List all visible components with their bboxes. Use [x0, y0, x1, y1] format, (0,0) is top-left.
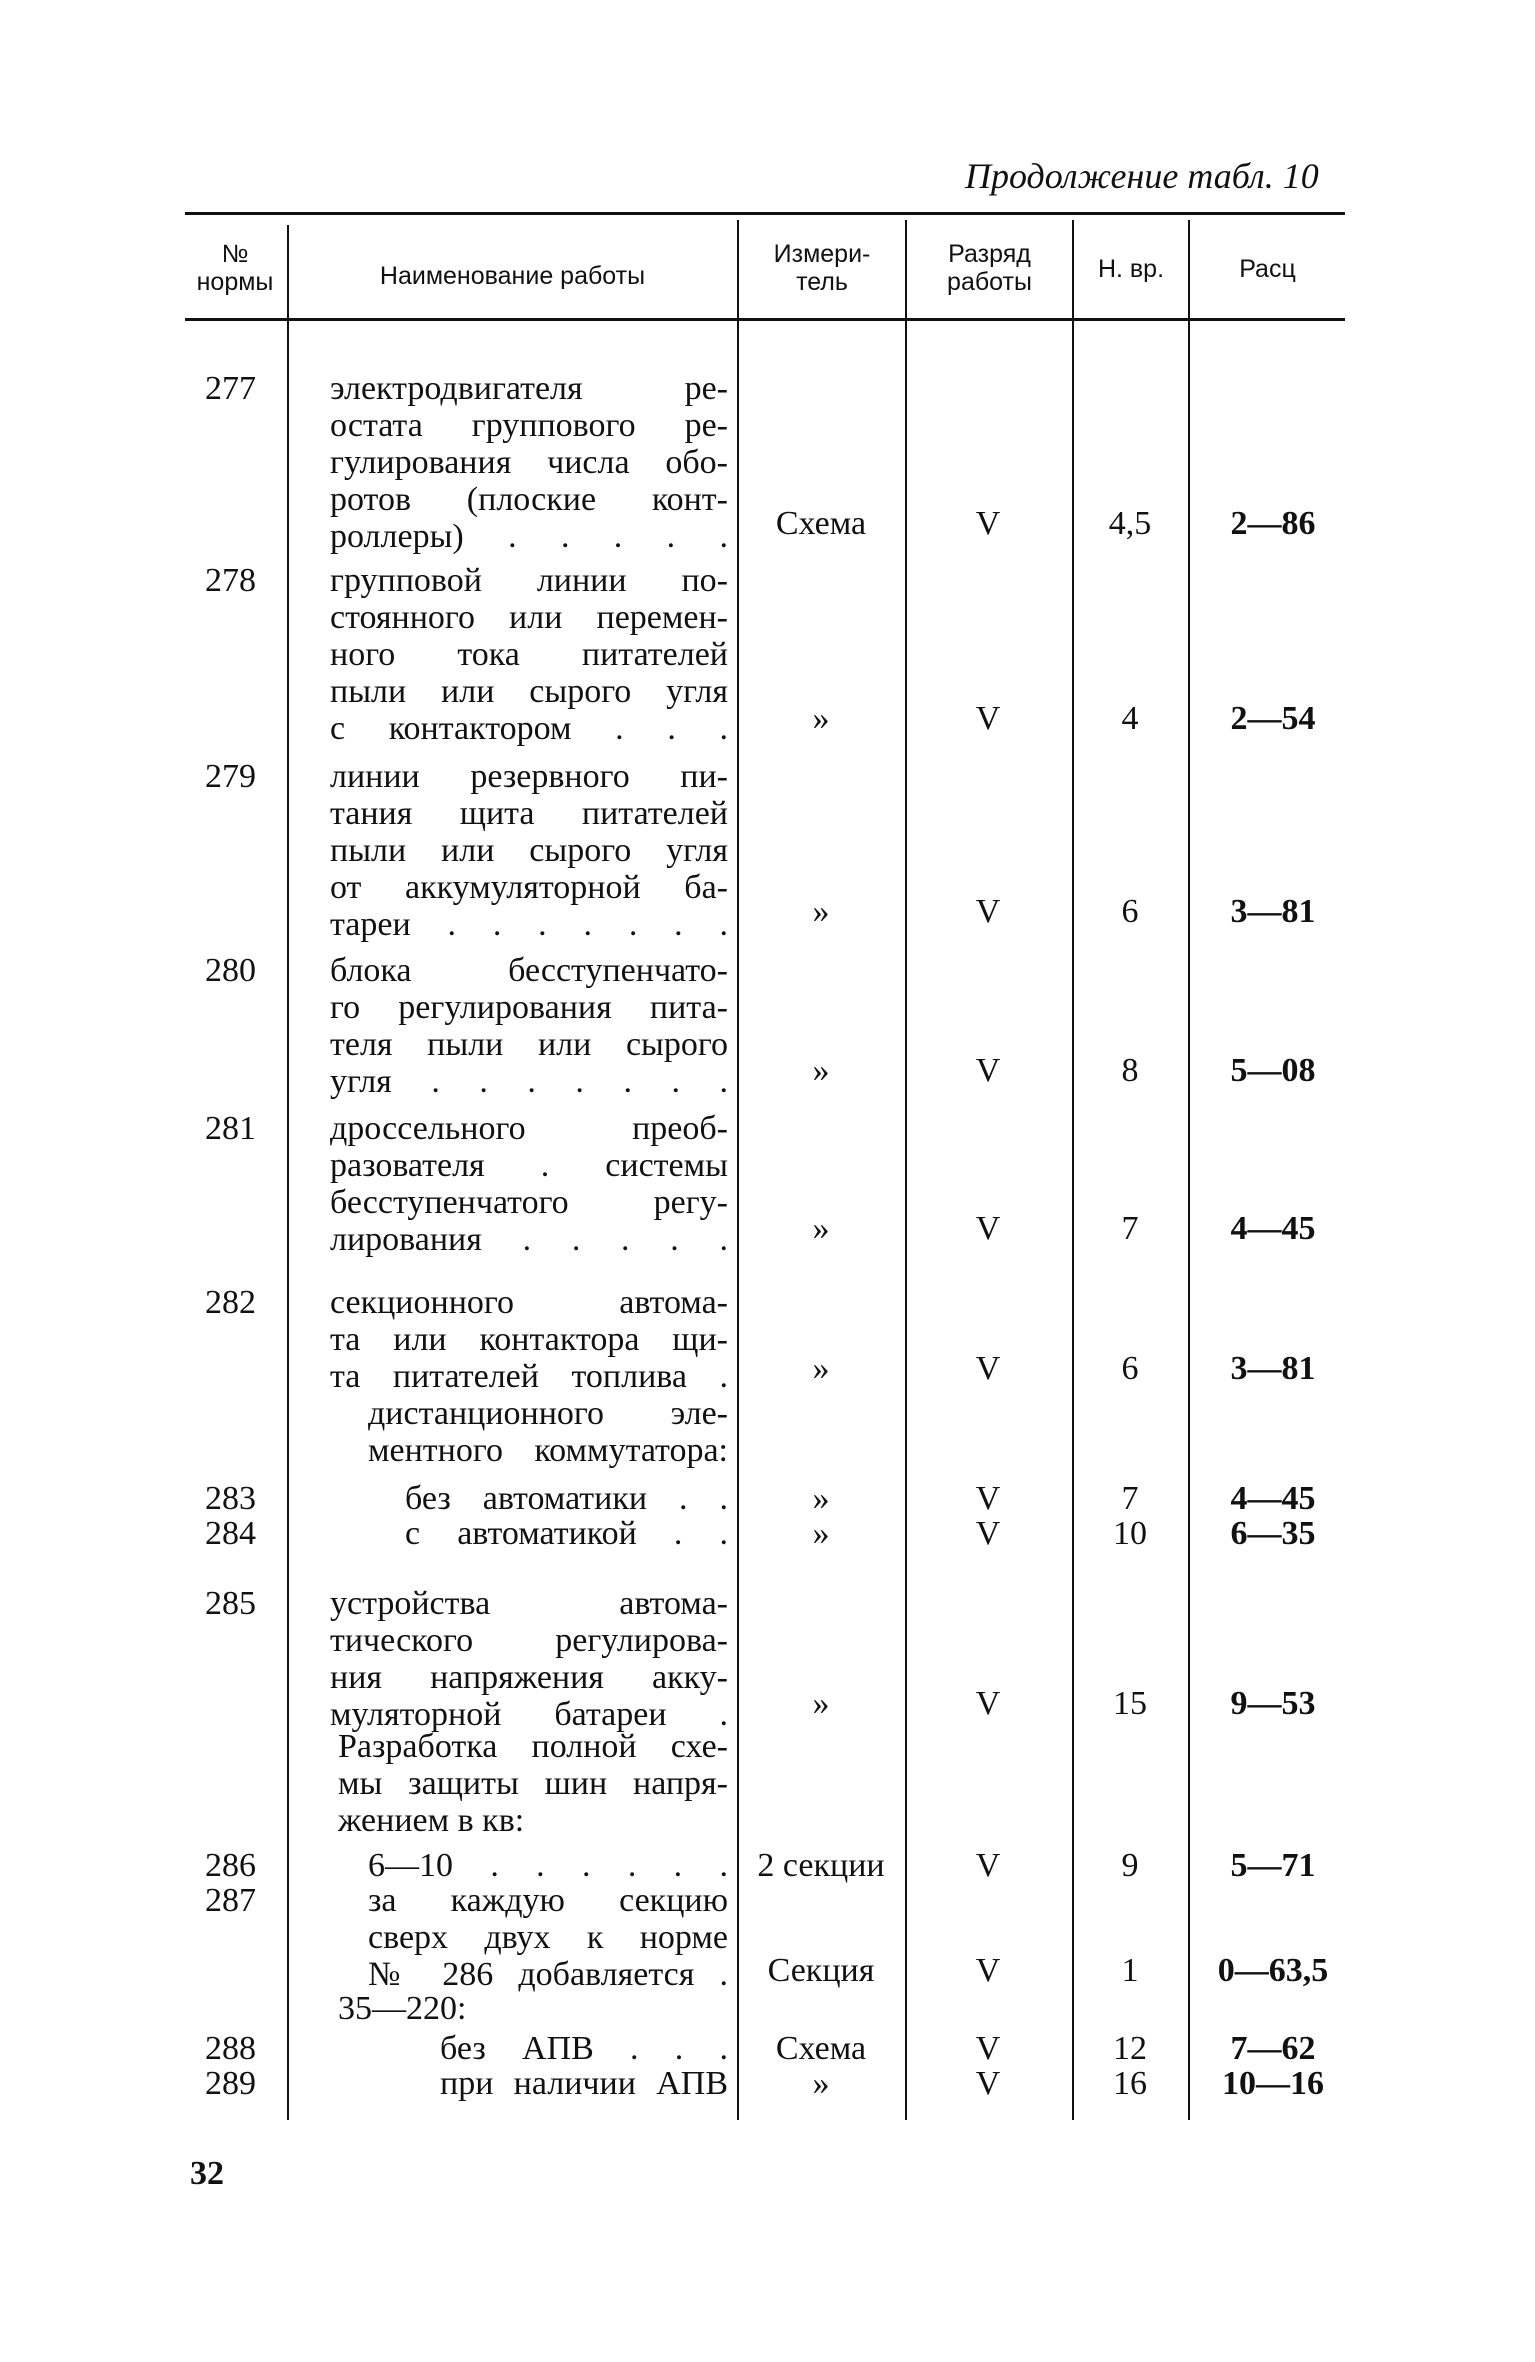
row-278-measure: »	[812, 700, 830, 737]
row-279-num: 279	[205, 758, 256, 795]
row-279-name: линии резервного пи- тания щита питателей пыли или сырого угля от аккумуляторной ба- тареи . . . . . . .	[330, 758, 728, 943]
row-283-hours: 7	[1121, 1480, 1139, 1517]
row-281-grade: V	[975, 1210, 1001, 1247]
row-279-rate: 3—81	[1230, 893, 1316, 930]
row-284-grade: V	[975, 1515, 1001, 1552]
row-280-hours: 8	[1121, 1052, 1139, 1089]
header-bottom-rule	[185, 318, 1345, 321]
subheading-35-220: 35—220:	[338, 1990, 467, 2027]
header-num: № нормы	[196, 240, 274, 296]
header-name: Наименование работы	[379, 262, 646, 290]
row-279-measure: »	[812, 893, 830, 930]
header-hours: Н. вр.	[1097, 255, 1165, 283]
row-281-rate: 4—45	[1230, 1210, 1316, 1247]
row-278-num: 278	[205, 562, 256, 599]
header-measure: Измери- тель	[773, 240, 871, 296]
row-289-num: 289	[205, 2065, 256, 2102]
header-grade: Разряд работы	[947, 240, 1032, 296]
row-281-name: дроссельного преоб- разователя . системы бесступенчатого регу- лирования . . . . .	[330, 1110, 728, 1258]
row-280-grade: V	[975, 1052, 1001, 1089]
row-281-hours: 7	[1121, 1210, 1139, 1247]
row-281-measure: »	[812, 1210, 830, 1247]
row-280-name: блока бесступенчато- го регулирования пита- теля пыли или сырого угля . . . . . . .	[330, 952, 728, 1100]
row-285-rate: 9—53	[1230, 1685, 1316, 1722]
col-sep-3	[905, 220, 907, 2120]
row-283-name: без автоматики . .	[405, 1480, 728, 1517]
col-sep-1	[287, 225, 289, 2120]
row-279-hours: 6	[1121, 893, 1139, 930]
row-284-hours: 10	[1113, 1515, 1147, 1552]
row-282-hours: 6	[1121, 1350, 1139, 1387]
row-282-num: 282	[205, 1284, 256, 1321]
row-278-hours: 4	[1121, 700, 1139, 737]
row-279-grade: V	[975, 893, 1001, 930]
row-278-grade: V	[975, 700, 1001, 737]
row-278-name: групповой линии по- стоянного или перемен- ного тока питателей пыли или сырого угля с контактором . . .	[330, 562, 728, 747]
row-286-name: 6—10 . . . . . .	[368, 1847, 728, 1884]
row-277-hours: 4,5	[1108, 505, 1152, 542]
row-289-measure: »	[812, 2065, 830, 2102]
row-285-num: 285	[205, 1585, 256, 1622]
row-287-measure: Секция	[767, 1952, 875, 1989]
row-287-hours: 1	[1121, 1952, 1139, 1989]
row-287-grade: V	[975, 1952, 1001, 1989]
row-286-num: 286	[205, 1847, 256, 1884]
row-288-name: без АПВ . . .	[440, 2030, 728, 2067]
row-288-rate: 7—62	[1230, 2030, 1316, 2067]
row-277-rate: 2—86	[1230, 505, 1316, 542]
col-sep-5	[1188, 220, 1190, 2120]
row-285-measure: »	[812, 1685, 830, 1722]
row-289-rate: 10—16	[1222, 2065, 1324, 2102]
row-285-hours: 15	[1113, 1685, 1147, 1722]
row-281-num: 281	[205, 1110, 256, 1147]
row-283-measure: »	[812, 1480, 830, 1517]
row-289-grade: V	[975, 2065, 1001, 2102]
row-282-measure: »	[812, 1350, 830, 1387]
row-284-num: 284	[205, 1515, 256, 1552]
row-287-name: за каждую секцию сверх двух к норме № 286 добавляется .	[368, 1882, 728, 1993]
row-288-grade: V	[975, 2030, 1001, 2067]
row-280-rate: 5—08	[1230, 1052, 1316, 1089]
row-284-measure: »	[812, 1515, 830, 1552]
row-288-measure: Схема	[775, 2030, 867, 2067]
row-277-measure: Схема	[775, 505, 867, 542]
row-282-name: секционного автома- та или контактора щи- та питателей топлива .	[330, 1284, 728, 1395]
row-277-num: 277	[205, 370, 256, 407]
row-280-measure: »	[812, 1052, 830, 1089]
row-283-num: 283	[205, 1480, 256, 1517]
row-284-name: с автоматикой . .	[405, 1515, 728, 1552]
row-285-grade: V	[975, 1685, 1001, 1722]
row-282-grade: V	[975, 1350, 1001, 1387]
subheading-commutator: дистанционного эле- ментного коммутатора:	[368, 1395, 728, 1469]
row-282-rate: 3—81	[1230, 1350, 1316, 1387]
row-277-grade: V	[975, 505, 1001, 542]
row-283-rate: 4—45	[1230, 1480, 1316, 1517]
subheading-full-scheme: Разработка полной схе- мы защиты шин напря- жением в кв:	[338, 1728, 728, 1839]
row-286-rate: 5—71	[1230, 1847, 1316, 1884]
row-287-num: 287	[205, 1882, 256, 1919]
row-277-name: электродвигателя ре- остата группового ре- гулирования числа обо- ротов (плоские конт- роллеры) . . . . .	[330, 370, 728, 555]
row-280-num: 280	[205, 952, 256, 989]
header-rate: Расц	[1239, 255, 1296, 283]
col-sep-4	[1072, 220, 1074, 2120]
table-caption: Продолжение табл. 10	[965, 156, 1319, 196]
row-288-hours: 12	[1113, 2030, 1147, 2067]
row-283-grade: V	[975, 1480, 1001, 1517]
row-286-measure: 2 секции	[757, 1847, 885, 1884]
row-286-grade: V	[975, 1847, 1001, 1884]
row-285-name: устройства автома- тического регулирова- ния напряжения акку- муляторной батареи .	[330, 1585, 728, 1733]
row-289-hours: 16	[1113, 2065, 1147, 2102]
page-number: 32	[190, 2155, 224, 2192]
row-278-rate: 2—54	[1230, 700, 1316, 737]
row-284-rate: 6—35	[1230, 1515, 1316, 1552]
top-rule	[185, 212, 1345, 215]
row-287-rate: 0—63,5	[1217, 1952, 1329, 1989]
row-288-num: 288	[205, 2030, 256, 2067]
row-289-name: при наличии АПВ	[440, 2065, 728, 2102]
row-286-hours: 9	[1121, 1847, 1139, 1884]
